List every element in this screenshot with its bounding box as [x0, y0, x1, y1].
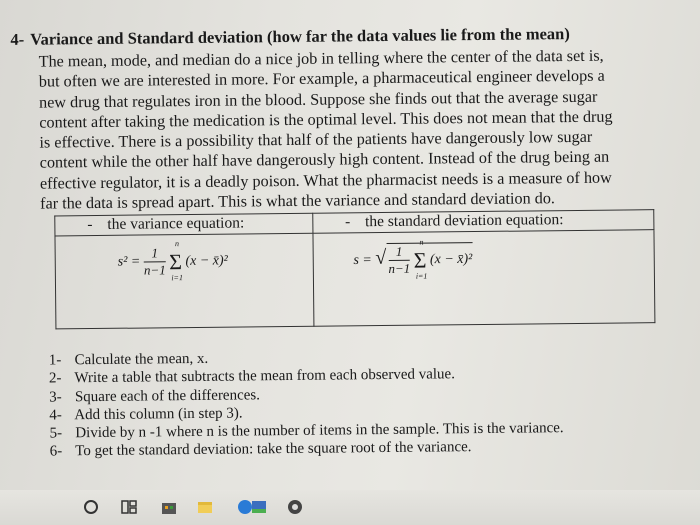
step-number: 1-: [48, 352, 62, 369]
search-circle-icon[interactable]: [82, 498, 100, 516]
formula-lhs: s =: [353, 252, 372, 269]
step-text: Divide by n -1 where n is the number of items in the sample. This is the variance.: [75, 420, 564, 442]
store-icon[interactable]: [160, 498, 178, 516]
paragraph-line: content after taking the medication is the optimal level. This does not mean that the drug: [39, 107, 613, 132]
sqrt-symbol: √: [375, 246, 387, 269]
steps-list: [49, 346, 564, 461]
app-icon[interactable]: [250, 498, 268, 516]
paragraph-line: The mean, mode, and median do a nice job in telling where the center of the data set is,: [38, 46, 604, 71]
fraction-denominator: n−1: [143, 262, 166, 278]
equation-table: [54, 209, 655, 329]
fraction: [388, 244, 410, 277]
variance-header: the variance equation:: [107, 214, 245, 233]
step-number: 3-: [49, 388, 62, 406]
step-number: 5-: [49, 425, 63, 442]
step-number: 6-: [49, 443, 63, 460]
paragraph-line: but often we are interested in more. For example, a pharmaceutical engineer develops a: [38, 66, 605, 91]
stddev-header: the standard deviation equation:: [364, 211, 564, 231]
formula-term: (x − x̄)²: [185, 253, 228, 269]
sigma-symbol: Σ n i=1: [413, 237, 428, 281]
paragraph-line: content while the other half have dangerously high content. Instead of the drug being an: [39, 148, 610, 173]
variance-formula-cell: [55, 233, 314, 329]
stddev-formula: [353, 237, 473, 281]
bullet-dash: -: [344, 213, 351, 231]
paragraph-line: far the data is spread apart. This is what the variance and standard deviation do.: [40, 189, 556, 213]
sum-upper: n: [419, 237, 424, 247]
formula-term: (x − x̄)²: [429, 251, 473, 268]
intro-paragraph: [39, 45, 669, 214]
sum-upper: n: [174, 238, 179, 248]
bullet-dash: -: [87, 216, 93, 234]
task-view-icon[interactable]: [120, 498, 138, 516]
variance-header-cell: [55, 213, 313, 236]
fraction-denominator: n−1: [388, 260, 411, 276]
taskbar: [0, 490, 700, 525]
step-text: To get the standard deviation: take the square root of the variance.: [75, 439, 472, 460]
formula-lhs: s² =: [117, 254, 141, 270]
step-number: 2-: [48, 370, 62, 387]
stddev-formula-cell: [313, 230, 655, 327]
step-text: Write a table that subtracts the mean from each observed value.: [74, 366, 456, 387]
section-number: 4-: [10, 29, 25, 49]
step-text: Calculate the mean, x.: [74, 350, 209, 369]
file-explorer-icon[interactable]: [196, 498, 214, 516]
section-title: Variance and Standard deviation (how far the data values lie from the mean): [30, 24, 570, 49]
camera-icon[interactable]: [286, 498, 304, 516]
variance-formula: [117, 238, 228, 282]
paragraph-line: is effective. There is a possibility that half of the patients have dangerously low sugar: [39, 127, 593, 152]
paragraph-line: new drug that regulates iron in the blood. Suppose she finds out that the average sugar: [38, 87, 598, 112]
step-text: Add this column (in step 3).: [74, 405, 243, 424]
sum-lower: i=1: [171, 272, 183, 282]
fraction-numerator: 1: [388, 244, 410, 261]
step-number: 4-: [49, 407, 62, 424]
fraction-numerator: 1: [144, 245, 166, 262]
paragraph-line: effective regulator, it is a deadly poison. What the pharmacist needs is a measure of how: [39, 168, 612, 193]
sum-lower: i=1: [415, 271, 428, 281]
sqrt-body: [386, 237, 473, 281]
sigma-symbol: Σ n i=1: [168, 238, 183, 282]
fraction: [144, 245, 166, 278]
step-text: Square each of the differences.: [74, 386, 261, 405]
